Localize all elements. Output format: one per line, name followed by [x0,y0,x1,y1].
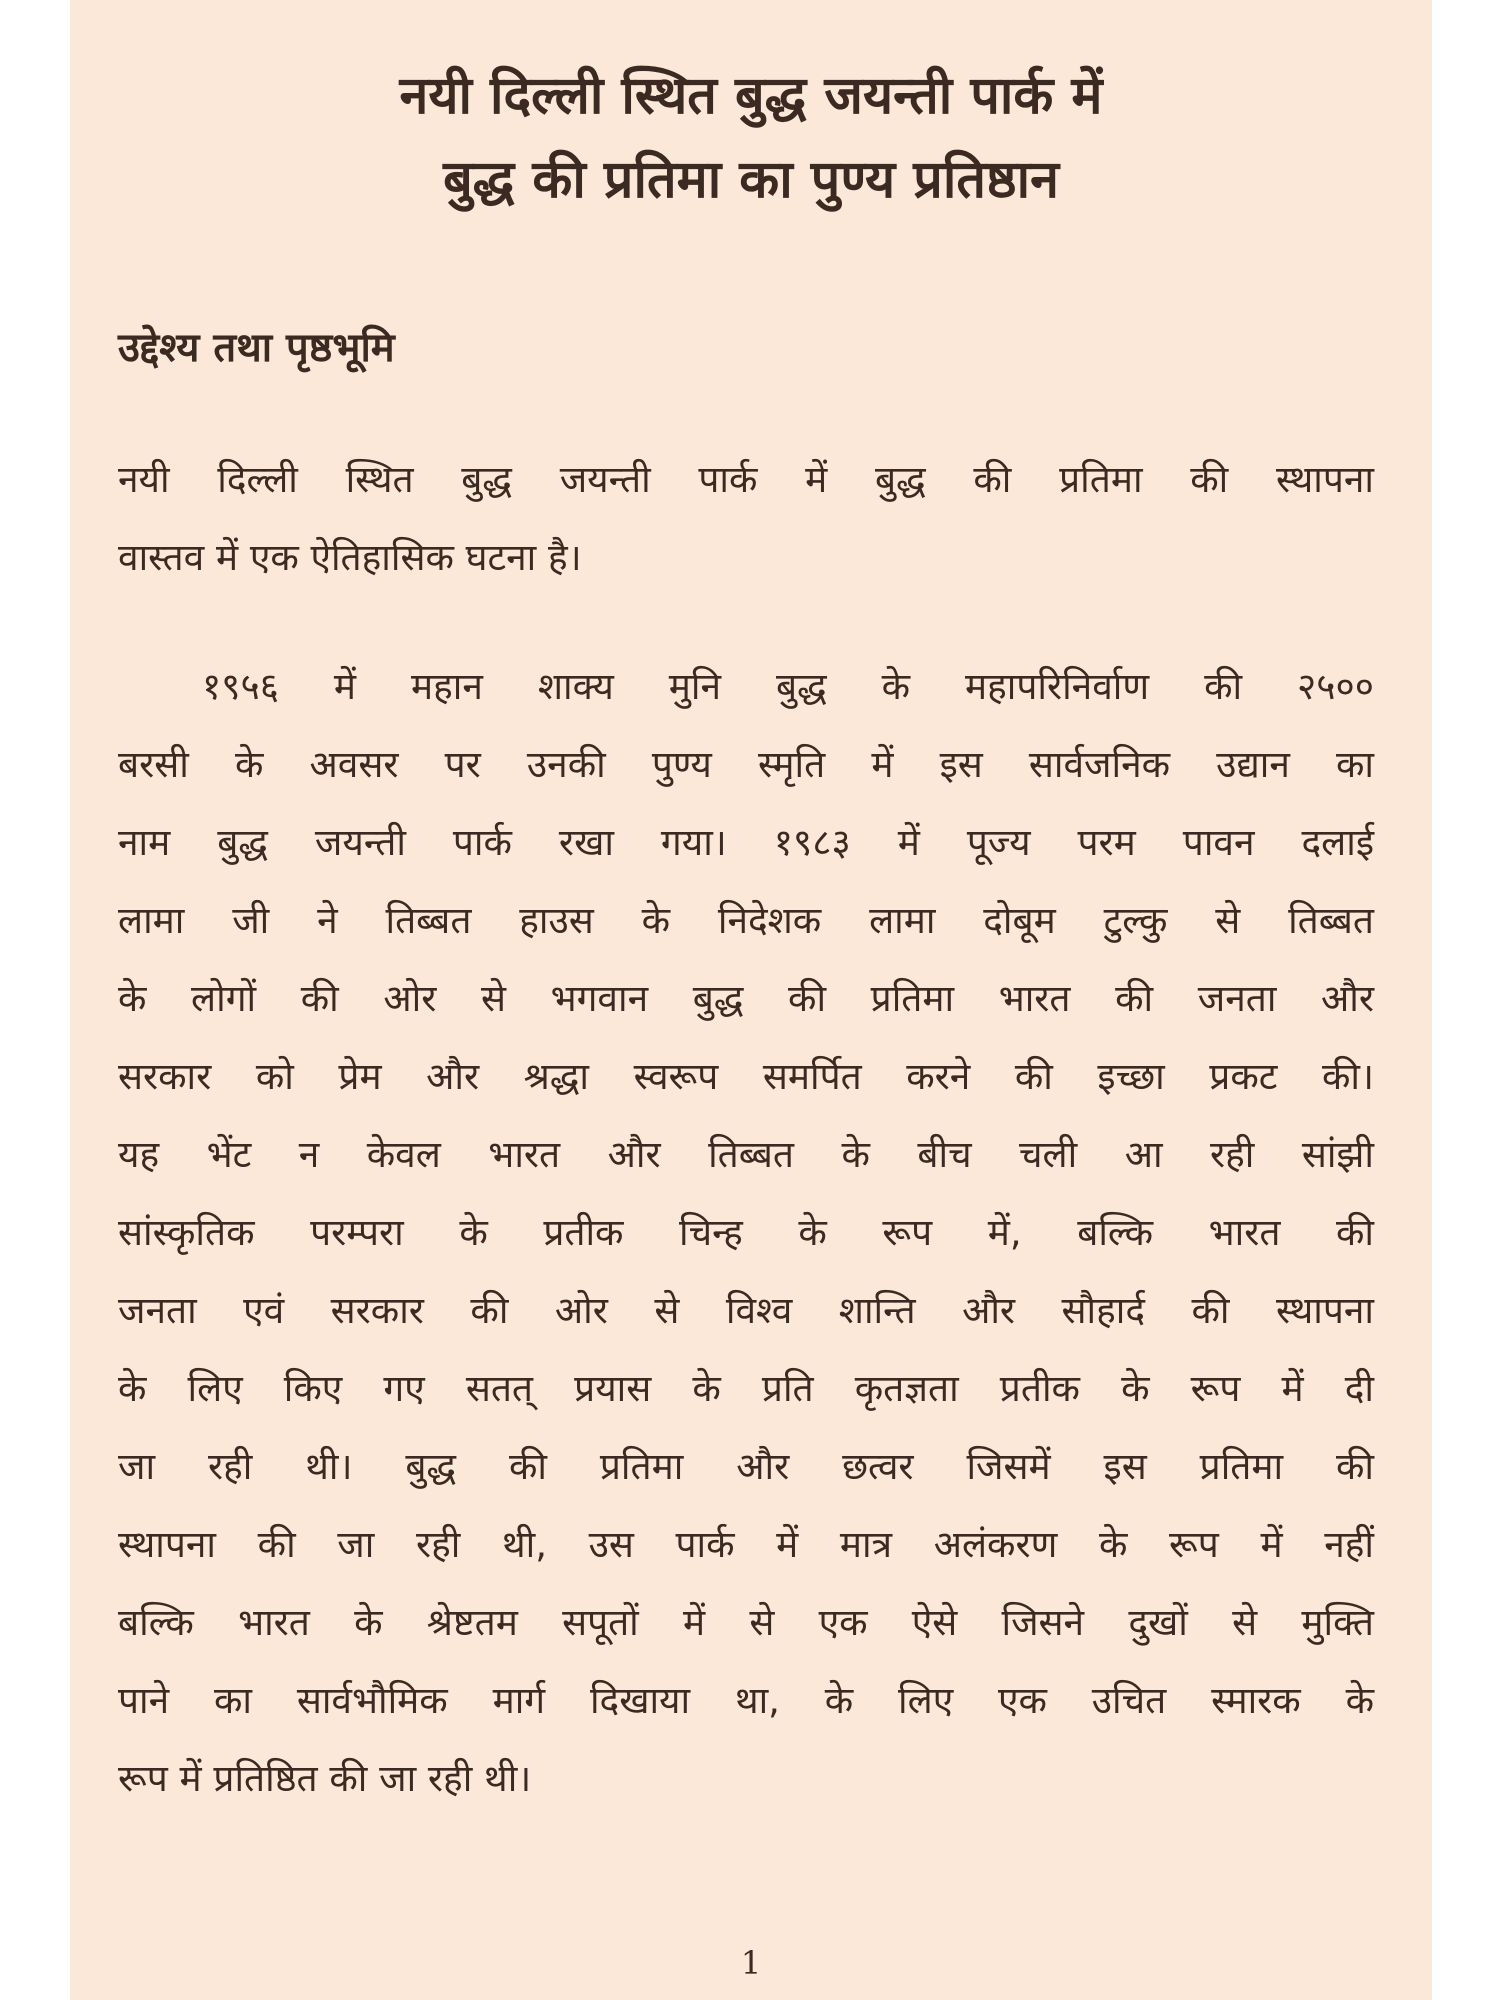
section-heading: उद्देश्य तथा पृष्ठभूमि [118,325,395,371]
paragraph-2-line-8: सांस्कृतिक परम्परा के प्रतीक चिन्ह के रूप में, बल्कि भारत की [118,1211,1374,1254]
paragraph-2-line-3: नाम बुद्ध जयन्ती पार्क रखा गया। १९८३ में पूज्य परम पावन दलाई [118,821,1374,864]
paragraph-2-line-4: लामा जी ने तिब्बत हाउस के निदेशक लामा दोबूम टुल्कु से तिब्बत [118,899,1374,942]
paragraph-2-line-11: जा रही थी। बुद्ध की प्रतिमा और छत्वर जिसमें इस प्रतिमा की [118,1445,1374,1488]
paragraph-2-line-10: के लिए किए गए सतत् प्रयास के प्रति कृतज्ञता प्रतीक के रूप में दी [118,1367,1374,1410]
paragraph-2-line-14: पाने का सार्वभौमिक मार्ग दिखाया था, के लिए एक उचित स्मारक के [118,1679,1374,1722]
paragraph-2-line-2: बरसी के अवसर पर उनकी पुण्य स्मृति में इस सार्वजनिक उद्यान का [118,743,1374,786]
paragraph-1-line-2: वास्तव में एक ऐतिहासिक घटना है। [118,536,582,579]
paragraph-2-line-6: सरकार को प्रेम और श्रद्धा स्वरूप समर्पित करने की इच्छा प्रकट की। [118,1055,1374,1098]
paragraph-2-line-15: रूप में प्रतिष्ठित की जा रही थी। [118,1757,532,1800]
paragraph-2-line-12: स्थापना की जा रही थी, उस पार्क में मात्र अलंकरण के रूप में नहीं [118,1523,1374,1566]
paragraph-2-line-7: यह भेंट न केवल भारत और तिब्बत के बीच चली आ रही सांझी [118,1133,1374,1176]
paragraph-2-line-13: बल्कि भारत के श्रेष्टतम सपूतों में से एक ऐसे जिसने दुखों से मुक्ति [118,1601,1374,1644]
page-title-line-2: बुद्ध की प्रतिमा का पुण्य प्रतिष्ठान [443,150,1059,210]
page-title-line-1: नयी दिल्ली स्थित बुद्ध जयन्ती पार्क में [399,66,1103,126]
paragraph-1-line-1: नयी दिल्ली स्थित बुद्ध जयन्ती पार्क में बुद्ध की प्रतिमा की स्थापना [118,458,1374,501]
page-number: 1 [740,1944,762,1982]
paragraph-2-line-9: जनता एवं सरकार की ओर से विश्व शान्ति और सौहार्द की स्थापना [118,1289,1374,1332]
paragraph-2-line-5: के लोगों की ओर से भगवान बुद्ध की प्रतिमा भारत की जनता और [118,977,1374,1020]
book-page [70,0,1432,2000]
paragraph-2-line-1: १९५६ में महान शाक्य मुनि बुद्ध के महापरिनिर्वाण की २५०० [202,665,1374,708]
